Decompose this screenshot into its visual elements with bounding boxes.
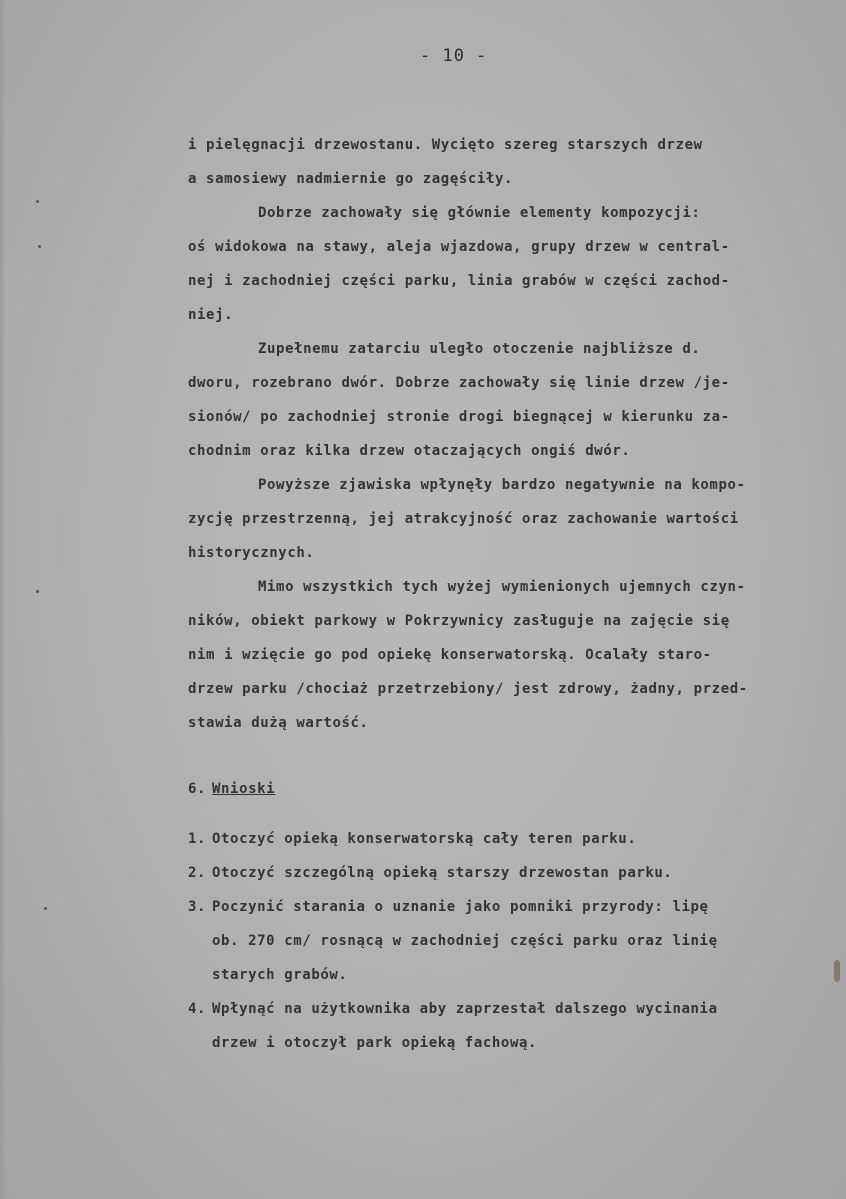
text-line: Powyższe zjawiska wpłynęły bardzo negatywnie na kompo- bbox=[258, 477, 746, 493]
text-line: oś widokowa na stawy, aleja wjazdowa, grupy drzew w central- bbox=[188, 239, 730, 255]
conclusion-number: 4. bbox=[188, 1001, 207, 1017]
text-line: niej. bbox=[188, 307, 234, 323]
page-number: - 10 - bbox=[420, 46, 488, 66]
text-line: sionów/ po zachodniej stronie drogi biegnącej w kierunku za- bbox=[188, 409, 730, 425]
conclusion-text: drzew i otoczył park opieką fachową. bbox=[212, 1035, 538, 1051]
text-line: dworu, rozebrano dwór. Dobrze zachowały się linie drzew /je- bbox=[188, 375, 730, 391]
conclusion-text: Otoczyć szczególną opieką starszy drzewostan parku. bbox=[212, 865, 673, 881]
text-line: zycję przestrzenną, jej atrakcyjność oraz zachowanie wartości bbox=[188, 511, 739, 527]
text-line: Mimo wszystkich tych wyżej wymienionych ujemnych czyn- bbox=[258, 579, 746, 595]
text-line: Zupełnemu zatarciu uległo otoczenie najbliższe d. bbox=[258, 341, 701, 357]
text-line: i pielęgnacji drzewostanu. Wycięto szereg starszych drzew bbox=[188, 137, 703, 153]
section-number: 6. bbox=[188, 781, 207, 797]
page-edge-shadow bbox=[0, 0, 6, 1199]
text-line: Dobrze zachowały się głównie elementy kompozycji: bbox=[258, 205, 701, 221]
text-line: nim i wzięcie go pod opiekę konserwatorską. Ocalały staro- bbox=[188, 647, 712, 663]
conclusion-text: Poczynić starania o uznanie jako pomniki przyrody: lipę bbox=[212, 899, 709, 915]
text-line: stawia dużą wartość. bbox=[188, 715, 369, 731]
text-line: ników, obiekt parkowy w Pokrzywnicy zasługuje na zajęcie się bbox=[188, 613, 730, 629]
conclusion-number: 3. bbox=[188, 899, 207, 915]
conclusion-text: Otoczyć opieką konserwatorską cały teren parku. bbox=[212, 831, 637, 847]
conclusion-number: 2. bbox=[188, 865, 207, 881]
conclusion-text: starych grabów. bbox=[212, 967, 348, 983]
text-line: a samosiewy nadmiernie go zagęściły. bbox=[188, 171, 514, 187]
text-line: nej i zachodniej części parku, linia grabów w części zachod- bbox=[188, 273, 730, 289]
scan-speck bbox=[44, 907, 47, 910]
scan-speck bbox=[36, 200, 39, 203]
paper-stain bbox=[834, 960, 840, 982]
scan-speck bbox=[38, 245, 41, 248]
text-line: chodnim oraz kilka drzew otaczających ongiś dwór. bbox=[188, 443, 631, 459]
scan-speck bbox=[36, 590, 39, 593]
conclusion-text: Wpłynąć na użytkownika aby zaprzestał dalszego wycinania bbox=[212, 1001, 718, 1017]
conclusion-number: 1. bbox=[188, 831, 207, 847]
conclusion-text: ob. 270 cm/ rosnącą w zachodniej części parku oraz linię bbox=[212, 933, 718, 949]
section-title: Wnioski bbox=[212, 781, 276, 797]
text-line: historycznych. bbox=[188, 545, 315, 561]
text-line: drzew parku /chociaż przetrzebiony/ jest zdrowy, żadny, przed- bbox=[188, 681, 748, 697]
